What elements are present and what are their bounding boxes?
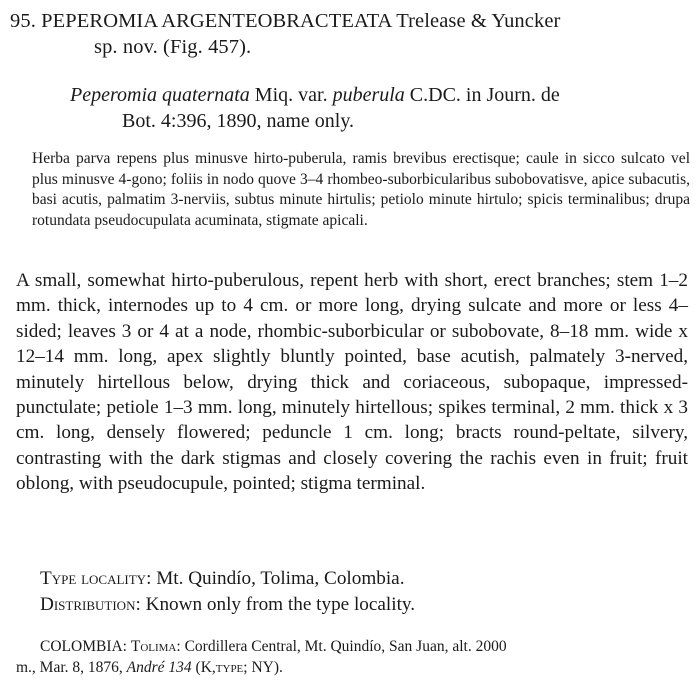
synonym-citation-line2: Bot. 4:396, 1890, name only. xyxy=(122,110,355,132)
specimen-region: Tolima: xyxy=(130,638,181,655)
distribution-value: Known only from the type locality. xyxy=(145,594,416,615)
species-status: sp. nov. (Fig. 457). xyxy=(94,36,252,58)
specimen-citation xyxy=(16,636,688,678)
type-locality-value: Mt. Quindío, Tolima, Colombia. xyxy=(156,568,405,589)
specimen-date: m., Mar. 8, 1876, xyxy=(16,659,123,676)
species-heading xyxy=(10,8,690,60)
synonym-citation-line1: C.DC. in Journ. de xyxy=(409,84,560,106)
specimen-type-word: type xyxy=(215,659,244,676)
species-name: PEPEROMIA ARGENTEOBRACTEATA xyxy=(41,10,392,32)
synonym-citation xyxy=(70,82,690,134)
latin-description: Herba parva repens plus minusve hirto-puberula, ramis brevibus erectisque; caule in sicco sulcato vel plus minusve 4-gono; foliis in nodo quove 3–4 rhombeo-suborbicularibus subobovatisve, apice subacutis, basi acutis, palmatim 3-nerviis, subtus minute hirtulis; petiolo minute hirtulo; spicis terminalibus; drupa rotundata pseudocupulata acuminata, stigmate apicali. xyxy=(32,150,690,229)
specimen-herbarium-open: (K, xyxy=(195,659,216,676)
species-authors: Trelease & Yuncker xyxy=(396,10,561,32)
specimen-collector: André 134 xyxy=(126,659,192,676)
distribution: Distribution: Known only from the type locality. xyxy=(40,594,416,615)
type-locality: Type locality: Mt. Quindío, Tolima, Colombia. xyxy=(40,568,405,589)
synonym-name: Peperomia quaternata xyxy=(70,84,250,106)
synonym-author: Miq. var. xyxy=(254,84,328,106)
specimen-locality: Cordillera Central, Mt. Quindío, San Juan, alt. 2000 xyxy=(184,638,507,655)
distribution-label: Distribution xyxy=(40,594,136,615)
species-number: 95. xyxy=(10,10,36,32)
type-locality-label: Type locality xyxy=(40,568,147,589)
synonym-variety: puberula xyxy=(332,84,405,106)
specimen-country: COLOMBIA: xyxy=(40,638,127,655)
english-description: A small, somewhat hirto-puberulous, repent herb with short, erect branches; stem 1–2 mm. thick, internodes up to 4 cm. or more long, drying sulcate and more or less 4–sided; leaves 3 or 4 at a node, rhombic-suborbicular or subobovate, 8–18 mm. wide x 12–14 mm. long, apex slightly bluntly pointed, base acutish, palmately 3-nerved, minutely hirtellous below, drying thick and coriaceous, subopaque, impressed-punctulate; petiole 1–3 mm. long, minutely hirtellous; spikes terminal, 2 mm. thick x 3 cm. long, densely flowered; peduncle 1 cm. long; bracts round-peltate, silvery, contrasting with the dark stigmas and closely covering the rachis even in fruit; fruit oblong, with pseudocupule, pointed; stigma terminal. xyxy=(16,270,688,495)
specimen-herbarium-close: ; NY). xyxy=(243,659,283,676)
